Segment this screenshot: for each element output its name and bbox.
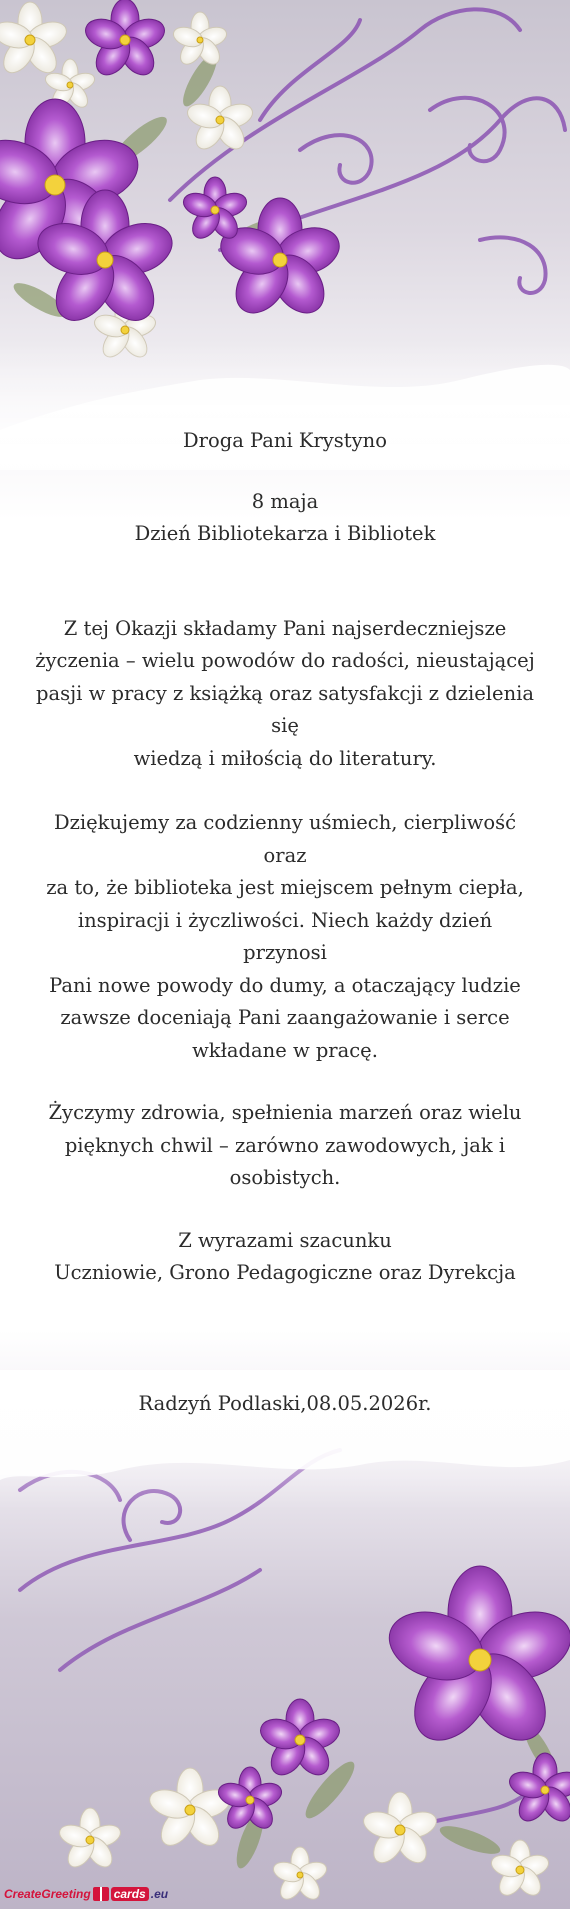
text-line: zawsze doceniają Pani zaangażowanie i serce: [60, 1006, 510, 1029]
violet-flowers-bottom: [215, 1566, 570, 1833]
paragraph-health: [35, 1097, 535, 1195]
card-message: [35, 425, 535, 1420]
paragraph-thanks: [35, 807, 535, 1067]
text-line: pięknych chwil – zarówno zawodowych, jak i: [64, 1133, 506, 1157]
text-line: życzenia – wielu powodów do radości, nieustającej: [35, 649, 535, 672]
logo-text: .eu: [150, 1887, 169, 1901]
text-line: pasji w pracy z książką oraz satysfakcji z dzielenia się: [35, 681, 535, 737]
text-line: osobistych.: [229, 1166, 341, 1189]
closing-line: Z wyrazami szacunku: [178, 1228, 392, 1252]
site-logo[interactable]: [4, 1883, 168, 1905]
text-line: inspiracji i życzliwości. Niech każdy dzień przynosi: [77, 908, 493, 964]
floral-decoration-bottom: [0, 1370, 570, 1909]
date-line: 8 maja: [251, 489, 319, 513]
text-line: za to, że biblioteka jest miejscem pełnym ciepła,: [46, 876, 524, 899]
text-line: wiedzą i miłością do literatury.: [133, 746, 437, 770]
place-date-line: Radzyń Podlaski,08.05.2026r.: [138, 1391, 432, 1415]
text-line: Pani nowe powody do dumy, a otaczający ludzie: [49, 973, 521, 997]
floral-decoration-top: [0, 0, 570, 470]
text-line: Dziękujemy za codzienny uśmiech, cierpliwość oraz: [53, 811, 517, 867]
text-line: Z tej Okazji składamy Pani najserdeczniejsze: [63, 616, 507, 640]
signature-line: Uczniowie, Grono Pedagogiczne oraz Dyrekcja: [54, 1261, 516, 1284]
occasion-line: Dzień Bibliotekarza i Bibliotek: [134, 522, 436, 545]
text-line: Życzymy zdrowia, spełnienia marzeń oraz wielu: [48, 1101, 522, 1124]
text-line: wkładane w pracę.: [192, 1038, 378, 1062]
greeting-line: Droga Pani Krystyno: [183, 429, 387, 452]
logo-text: cards: [111, 1887, 149, 1901]
paragraph-wishes: [35, 613, 535, 776]
logo-text: CreateGreeting: [4, 1887, 91, 1901]
gift-icon: [93, 1887, 109, 1901]
